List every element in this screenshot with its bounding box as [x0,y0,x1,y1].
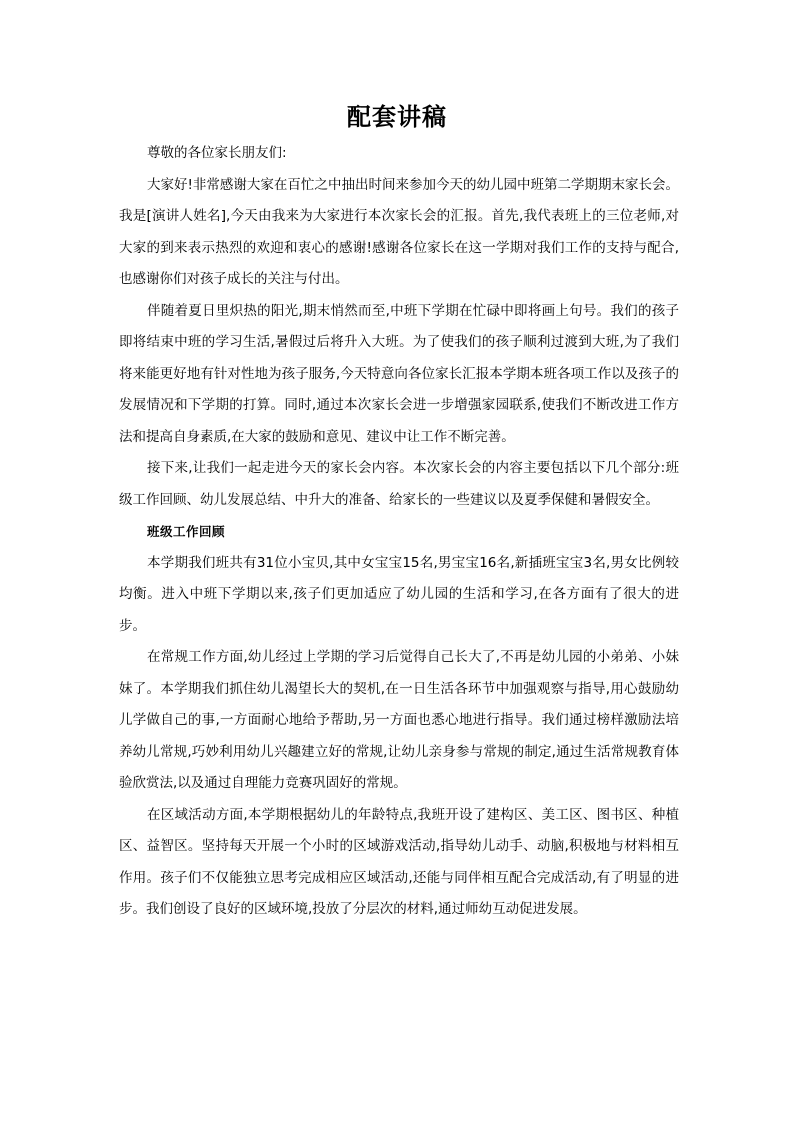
paragraph-purpose: 伴随着夏日里炽热的阳光,期末悄然而至,中班下学期在忙碌中即将画上句号。我们的孩子即将结束中班的学习生活,暑假过后将升入大班。为了使我们的孩子顺利过渡到大班,为了我们将来能更好地有针对性地为孩子服务,今天特意向各位家长汇报本学期本班各项工作以及孩子的发展情况和下学期的打算。同时,通过本次家长会进一步增强家园联系,使我们不断改进工作方法和提高自身素质,在大家的鼓励和意见、建议中让工作不断完善。 [119,302,679,445]
paragraph-class-overview: 本学期我们班共有31位小宝贝,其中女宝宝15名,男宝宝16名,新插班宝宝3名,男女比例较均衡。进入中班下学期以来,孩子们更加适应了幼儿园的生活和学习,在各方面有了很大的进步。 [119,554,679,634]
paragraph-agenda: 接下来,让我们一起走进今天的家长会内容。本次家长会的内容主要包括以下几个部分:班级工作回顾、幼儿发展总结、中升大的准备、给家长的一些建议以及夏季保健和暑假安全。 [119,460,679,508]
document-body [119,138,679,926]
section-heading: 班级工作回顾 [147,524,226,539]
paragraph-opening: 大家好!非常感谢大家在百忙之中抽出时间来参加今天的幼儿园中班第二学期期末家长会。我是[演讲人姓名],今天由我来为大家进行本次家长会的汇报。首先,我代表班上的三位老师,对大家的到来表示热烈的欢迎和衷心的感谢!感谢各位家长在这一学期对我们工作的支持与配合,也感谢你们对孩子成长的关注与付出。 [119,176,679,287]
paragraph-area-activities: 在区域活动方面,本学期根据幼儿的年龄特点,我班开设了建构区、美工区、图书区、种植区、益智区。坚持每天开展一个小时的区域游戏活动,指导幼儿动手、动脑,积极地与材料相互作用。孩子们不仅能独立思考完成相应区域活动,还能与同伴相互配合完成活动,有了明显的进步。我们创设了良好的区域环境,投放了分层次的材料,通过师幼互动促进发展。 [119,806,679,917]
paragraph-routine-work: 在常规工作方面,幼儿经过上学期的学习后觉得自己长大了,不再是幼儿园的小弟弟、小妹妹了。本学期我们抓住幼儿渴望长大的契机,在一日生活各环节中加强观察与指导,用心鼓励幼儿学做自己的事,一方面耐心地给予帮助,另一方面也悉心地进行指导。我们通过榜样激励法培养幼儿常规,巧妙利用幼儿兴趣建立好的常规,让幼儿亲身参与常规的制定,通过生活常规教育体验欣赏法,以及通过自理能力竞赛巩固好的常规。 [119,649,679,791]
document-title: 配套讲稿 [347,102,447,131]
paragraph-greeting: 尊敬的各位家长朋友们: [147,145,287,161]
